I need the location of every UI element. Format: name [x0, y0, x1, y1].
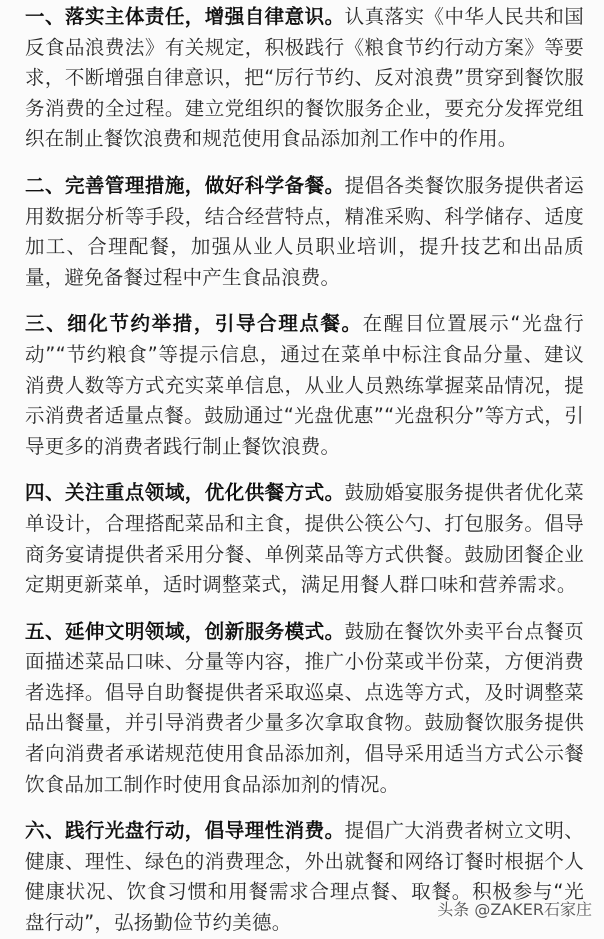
paragraph-1	[25, 2, 584, 155]
paragraph-text: 在醒目位置展示“光盘行动”“节约粮食”等提示信息，通过在菜单中标注食品分量、建议消费人数等方式充实菜单信息，从业人员熟练掌握菜品情况，提示消费者适量点餐。鼓励通过“光盘优惠”“光盘积分”等方式，引导更多的消费者践行制止餐饮浪费。	[25, 312, 584, 458]
paragraph-heading: 五、延伸文明领域，创新服务模式。	[25, 619, 345, 643]
paragraph-heading: 六、践行光盘行动，倡导理性消费。	[25, 819, 345, 843]
paragraph-text: 认真落实《中华人民共和国反食品浪费法》有关规定，积极践行《粮食节约行动方案》等要求，不断增强自律意识，把“厉行节约、反对浪费”贯穿到餐饮服务消费的全过程。建立党组织的餐饮服务企业，要充分发挥党组织在制止餐饮浪费和规范使用食品添加剂工作中的作用。	[25, 5, 585, 151]
paragraph-5	[25, 617, 584, 801]
source-watermark: 头条 @ZAKER石家庄	[437, 900, 592, 919]
paragraph-6	[25, 816, 584, 938]
paragraph-text: 鼓励在餐饮外卖平台点餐页面描述菜品口味、分量等内容，推广小份菜或半份菜，方便消费者选择。倡导自助餐提供者采取巡桌、点选等方式，及时调整菜品出餐量，并引导消费者少量多次拿取食物。鼓励餐饮服务提供者向消费者承诺规范使用食品添加剂，倡导采用适当方式公示餐饮食品加工制作时使用食品添加剂的情况。	[25, 619, 585, 796]
paragraph-text: 提倡各类餐饮服务提供者运用数据分析等手段，结合经营特点，精准采购、科学储存、适度加工、合理配餐，加强从业人员职业培训，提升技艺和出品质量，避免备餐过程中产生食品浪费。	[25, 173, 585, 289]
paragraph-2	[25, 171, 584, 293]
paragraph-heading: 三、细化节约举措，引导合理点餐。	[25, 312, 363, 336]
paragraph-heading: 四、关注重点领域，优化供餐方式。	[25, 481, 345, 505]
paragraph-heading: 二、完善管理措施，做好科学备餐。	[25, 173, 345, 197]
paragraph-text: 提倡广大消费者树立文明、健康、理性、绿色的消费理念，外出就餐和网络订餐时根据个人健康状况、饮食习惯和用餐需求合理点餐、取餐。积极参与“光盘行动”，弘扬勤俭节约美德。	[25, 819, 585, 935]
paragraph-text: 鼓励婚宴服务提供者优化菜单设计，合理搭配菜品和主食，提供公筷公勺、打包服务。倡导商务宴请提供者采用分餐、单例菜品等方式供餐。鼓励团餐企业定期更新菜单，适时调整菜式，满足用餐人群口味和营养需求。	[25, 481, 585, 597]
paragraph-4	[25, 478, 584, 600]
paragraph-3	[25, 309, 584, 462]
paragraph-heading: 一、落实主体责任，增强自律意识。	[25, 5, 345, 28]
